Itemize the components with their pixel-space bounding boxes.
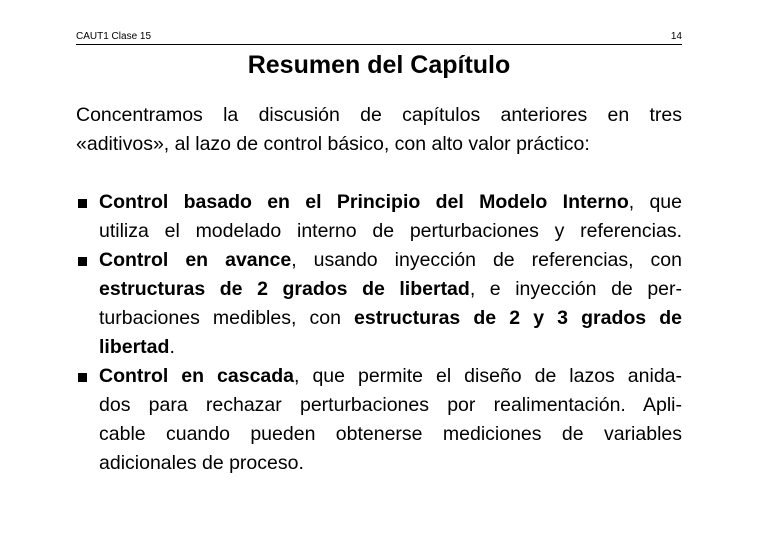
summary-list — [76, 188, 682, 478]
item-line — [99, 275, 682, 304]
item-line — [99, 188, 682, 217]
slide-header — [76, 30, 682, 45]
item-text: turbaciones medibles, con — [99, 307, 355, 329]
item-line — [99, 362, 682, 391]
item-text: , que — [628, 191, 683, 213]
intro-line-1: Concentramos la discusión de capítulos anteriores en tres — [76, 104, 682, 126]
item-line — [99, 304, 682, 333]
list-item-internal-model — [76, 188, 682, 246]
list-item-cascade — [76, 362, 682, 478]
item-text: , e inyección de per- — [469, 278, 682, 300]
item-text: , que permite el diseño de lazos anida- — [294, 365, 683, 387]
intro-line-2: «aditivos», al lazo de control básico, con alto valor práctico: — [76, 133, 590, 155]
item-line: dos para rechazar perturbaciones por realimentación. Apli- — [99, 394, 682, 416]
item-emphasis: estructuras de 2 y 3 grados de — [354, 307, 682, 329]
item-heading: Control en avance — [99, 249, 292, 271]
page-number: 14 — [670, 31, 682, 42]
intro-paragraph — [76, 101, 682, 159]
course-label: CAUT1 Clase 15 — [76, 31, 152, 42]
item-heading: Control en cascada — [99, 365, 295, 387]
item-line: utiliza el modelado interno de perturbaciones y referencias. — [99, 220, 682, 242]
item-heading: Control basado en el Principio del Modelo Interno — [99, 191, 629, 213]
item-line: adicionales de proceso. — [99, 452, 304, 474]
item-line: cable cuando pueden obtenerse mediciones de variables — [99, 423, 682, 445]
square-bullet-icon — [78, 199, 87, 208]
item-emphasis: libertad — [99, 336, 170, 358]
item-line — [99, 246, 682, 275]
square-bullet-icon — [78, 373, 87, 382]
item-line — [99, 333, 682, 362]
item-emphasis: estructuras de 2 grados de libertad — [99, 278, 470, 300]
slide-title: Resumen del Capítulo — [247, 51, 511, 79]
list-item-feedforward — [76, 246, 682, 362]
item-text: . — [169, 336, 175, 358]
square-bullet-icon — [78, 257, 87, 266]
item-text: , usando inyección de referencias, con — [291, 249, 682, 271]
